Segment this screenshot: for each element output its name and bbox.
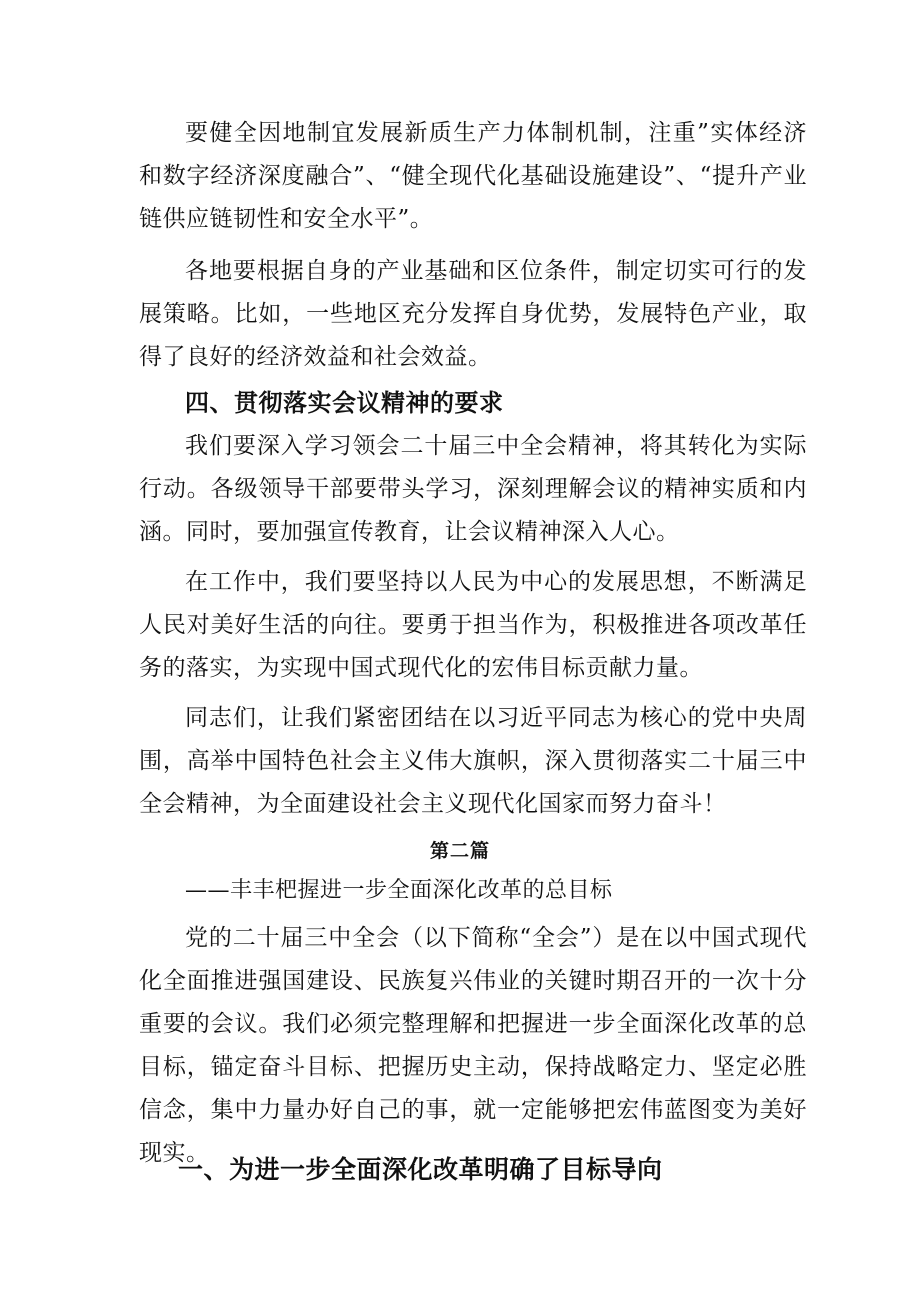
paragraph-plenum-intro: 党的二十届三中全会（以下简称“全会”）是在以中国式现代化全面推进强国建设、民族复兴伟业的关键时期召开的一次十分重要的会议。我们必须完整理解和把握进一步全面深化改革的总目标，锚定奋斗目标、把握历史主动，保持战略定力、坚定必胜信念，集中力量办好自己的事，就一定能够把宏伟蓝图变为美好现实。	[139, 925, 807, 1166]
section-subtitle: ——丰丰杷握进一步全面深化改革的总目标	[185, 878, 613, 903]
paragraph-new-productivity: 要健全因地制宜发展新质生产力体制机制，注重”实体经济和数字经济深度融合”、“健全现代化基础设施建设”、“提升产业链供应链韧性和安全水平”。	[139, 120, 807, 232]
section-title: 第二篇	[429, 840, 490, 862]
heading-section-one: 一、为进一步全面深化改革明确了目标导向	[178, 1155, 663, 1184]
paragraph-study-spirit: 我们要深入学习领会二十届三中全会精神，将其转化为实际行动。各级领导干部要带头学习，深刻理解会议的精神实质和内涵。同时，要加强宣传教育，让会议精神深入人心。	[139, 433, 807, 545]
paragraph-comrades-call: 同志们，让我们紧密团结在以习近平同志为核心的党中央周围，高举中国特色社会主义伟大旗帜，深入贯彻落实二十届三中全会精神，为全面建设社会主义现代化国家而努力奋斗！	[139, 705, 807, 817]
paragraph-people-centered: 在工作中，我们要坚持以人民为中心的发展思想，不断满足人民对美好生活的向往。要勇于担当作为，积极推进各项改革任务的落实，为实现中国式现代化的宏伟目标贡献力量。	[139, 569, 807, 681]
heading-section-four: 四、贯彻落实会议精神的要求	[185, 389, 504, 417]
paragraph-local-strategy: 各地要根据自身的产业基础和区位条件，制定切实可行的发展策略。比如，一些地区充分发挥自身优势，发展特色产业，取得了良好的经济效益和社会效益。	[139, 258, 807, 370]
